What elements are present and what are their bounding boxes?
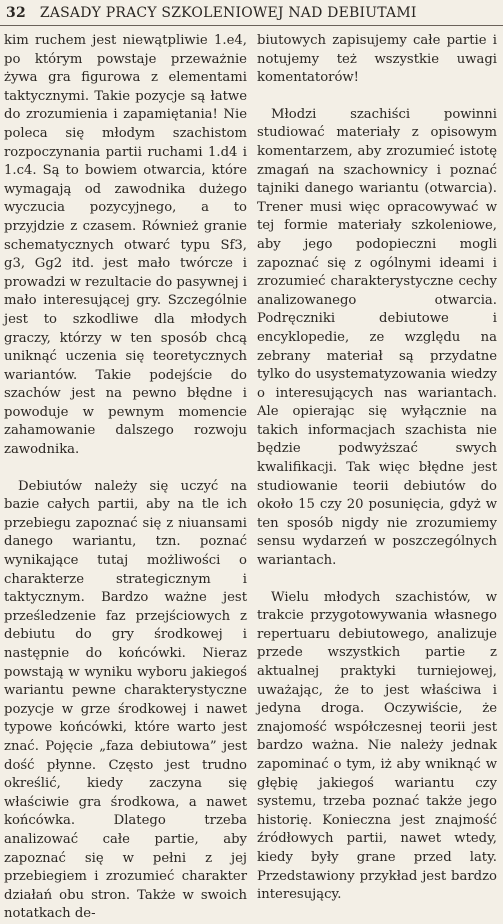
left-column: [4, 32, 247, 922]
page-number: 32: [6, 5, 26, 21]
paragraph: Debiutów należy się uczyć na bazie całych partii, aby na tle ich przebiegu zapoznać się z niuansami danego wariantu, tzn. poznać wynikające tutaj możliwości o charakterze strategicznym i taktycznym. Bardzo ważne jest prześledzenie faz przejściowych z debiutu do gry środkowej i następnie do końcówki. Nieraz powstają w wyniku wyboru jakiegoś wariantu pewne charakterystyczne pozycje w grze środkowej i nawet typowe końcówki, które warto jest znać. Pojęcie „faza debiutowa” jest dość płynne. Często jest trudno określić, kiedy zaczyna się właściwie gra środkowa, a nawet końcówka. Dlatego trzeba analizować całe partie, aby zapoznać się w pełni z jej przebiegiem i zrozumieć charakter działań obu stron. Także w swoich notatkach de-: [4, 478, 247, 922]
paragraph: biutowych zapisujemy całe partie i notujemy też wszystkie uwagi komentatorów!: [257, 33, 497, 86]
header-rule: [0, 25, 503, 26]
paragraph: kim ruchem jest niewątpliwie 1.e4, po którym powstaje przeważnie żywa gra figurowa z elementami taktycznymi. Takie pozycje są łatwe do zrozumienia i zapamiętania! Nie poleca się młodym szachistom rozpoczynania partii ruchami 1.d4 i 1.c4. Są to bowiem otwarcia, które wymagają od zawodnika dużego wyczucia pozycyjnego, a to przyjdzie z czasem. Również granie schematycznych otwarć typu Sf3, g3, Gg2 itd. jest mało twórcze i prowadzi w rezultacie do pasywnej i mało interesującej gry. Szczególnie jest to szkodliwe dla młodych graczy, którzy w ten sposób chcą uniknąć uczenia się teoretycznych wariantów. Takie podejście do szachów jest na pewno błędne i powoduje w pewnym momencie zahamowanie dalszego rozwoju zawodnika.: [4, 33, 247, 458]
paragraph: Wielu młodych szachistów, w trakcie przygotowywania własnego repertuaru debiutowego, analizuje przede wszystkich partie z aktualnej praktyki turniejowej, uważając, że to jest właściwa i jedyna droga. Oczywiście, że znajomość współczesnej teorii jest bardzo ważna. Nie należy jednak zapominać o tym, iż aby wniknąć w głębię jakiegoś wariantu czy systemu, trzeba poznać także jego historię. Konieczna jest znajmość źródłowych partii, nawet wtedy, kiedy były grane przed laty. Przedstawiony przykład jest bardzo interesujący.: [257, 589, 497, 903]
running-header: [6, 5, 497, 25]
right-column: [257, 32, 497, 903]
running-title: ZASADY PRACY SZKOLENIOWEJ NAD DEBIUTAMI: [39, 5, 417, 21]
paragraph: Młodzi szachiści powinni studiować materiały z opisowym komentarzem, aby zrozumieć istotę zmagań na szachownicy i poznać tajniki danego wariantu (otwarcia). Trener musi więc opracowywać w tej formie materiały szkoleniowe, aby jego podopieczni mogli zapoznać się z ogólnymi ideami i zrozumieć charakterystyczne cechy analizowanego otwarcia. Podręczniki debiutowe i encyklopedie, ze względu na zebrany materiał są przydatne tylko do usystematyzowania wiedzy o interesujących nas wariantach. Ale opierając się wyłącznie na takich informacjach szachista nie będzie podwyższać swych kwalifikacji. Tak więc błędne jest studiowanie teorii debiutów do około 15 czy 20 posunięcia, gdyż w ten sposób nigdy nie zrozumiemy sensu wydarzeń w poszczególnych wariantach.: [257, 106, 497, 569]
